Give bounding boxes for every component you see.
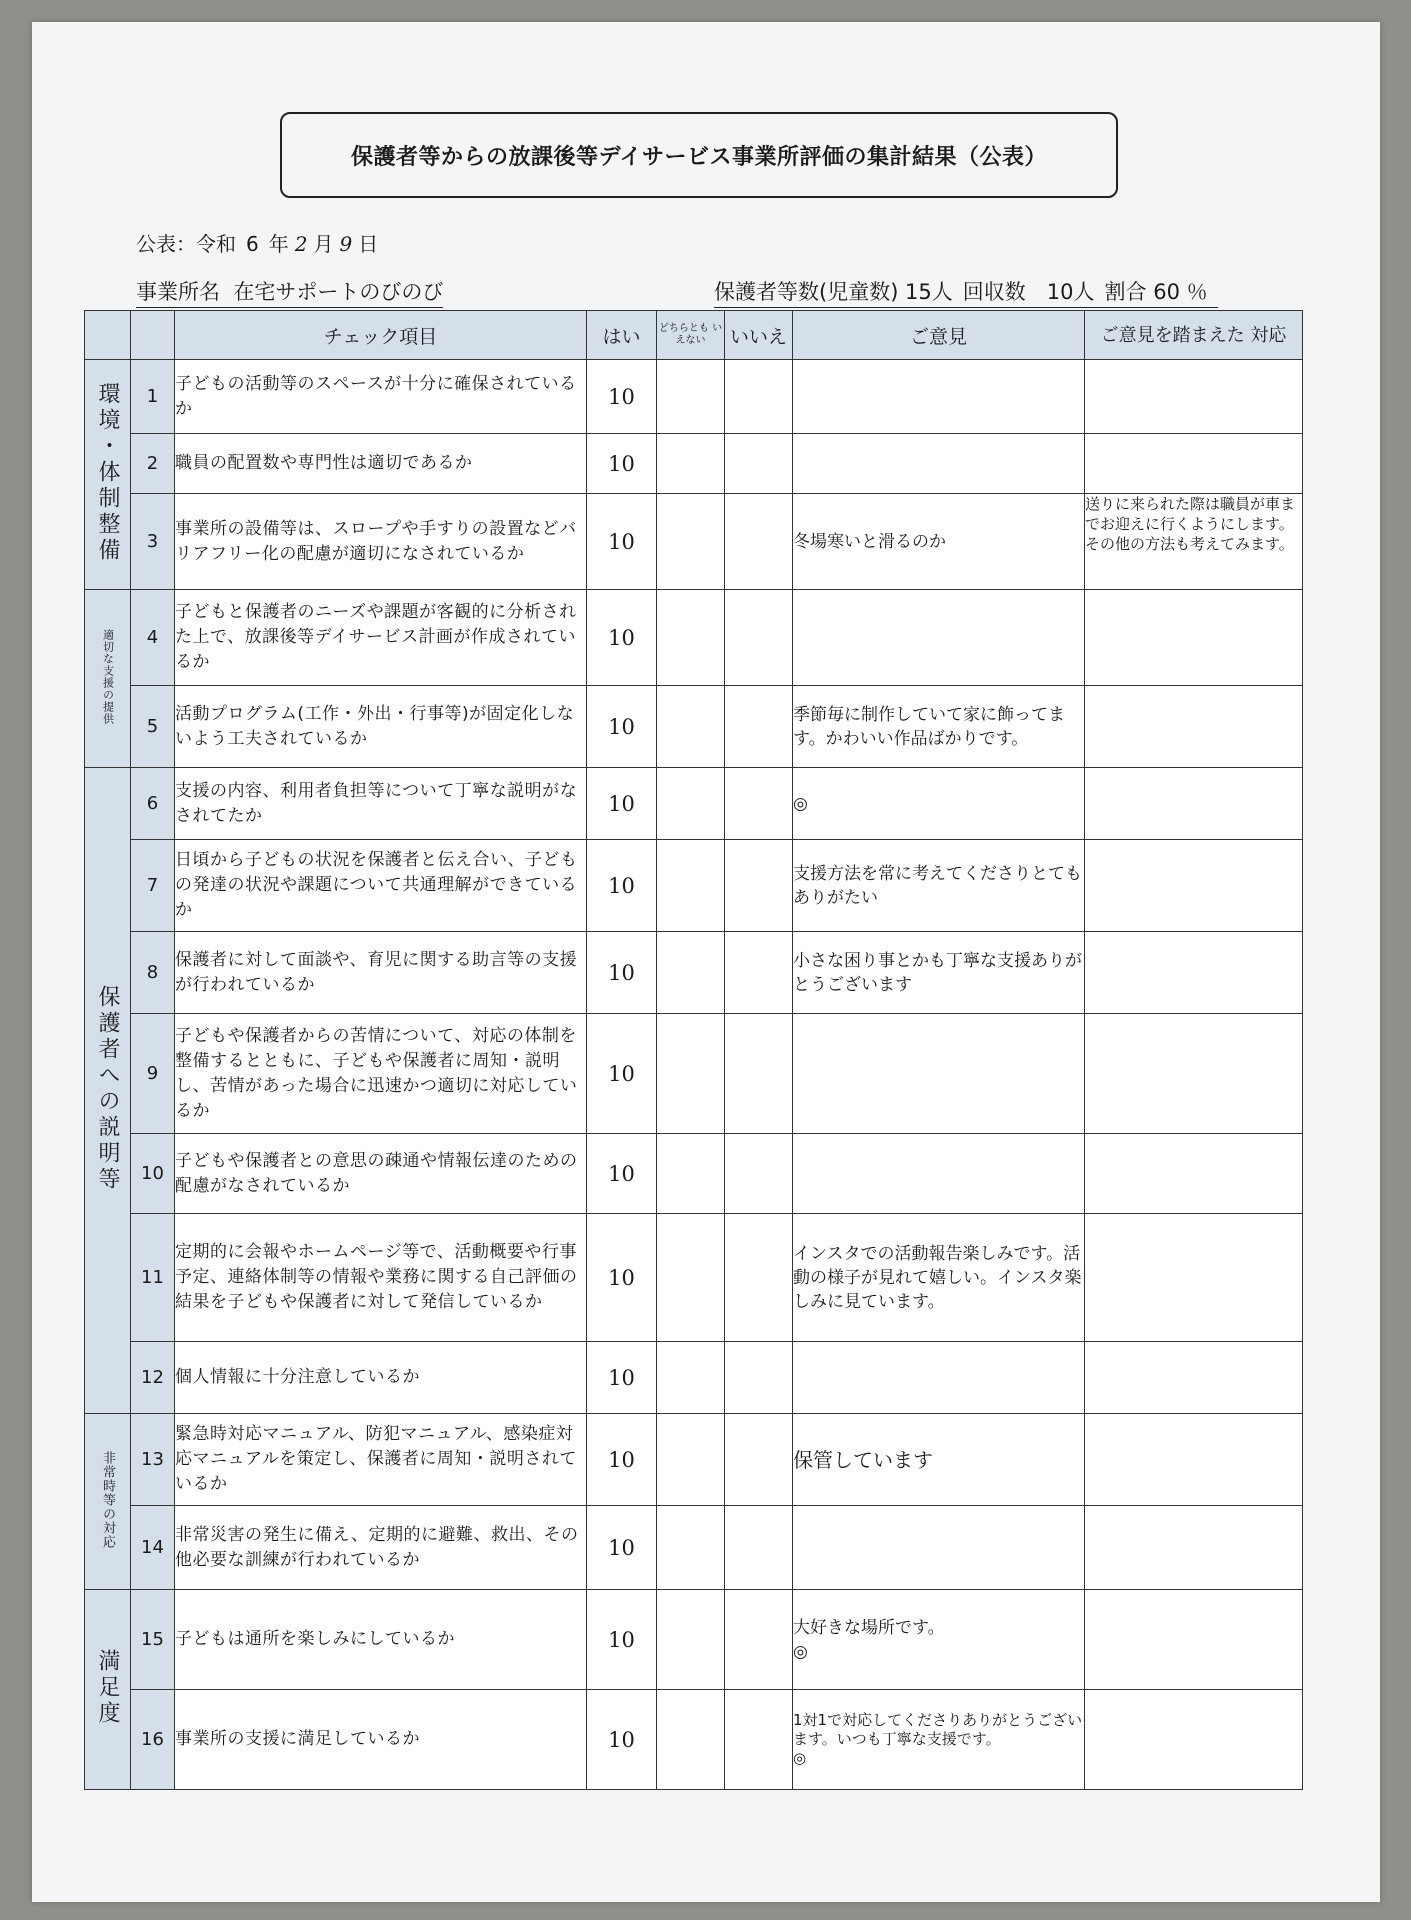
yes-count: 10	[587, 1134, 657, 1214]
check-item: 職員の配置数や専門性は適切であるか	[175, 434, 587, 494]
opinion: 季節毎に制作していて家に飾ってます。かわいい作品ばかりです。	[793, 686, 1085, 768]
opinion	[793, 1014, 1085, 1134]
response-stats	[714, 276, 1218, 308]
row-number: 13	[131, 1414, 175, 1506]
no-count	[725, 768, 793, 840]
publication-date	[136, 228, 378, 257]
table-row	[85, 686, 1303, 768]
response	[1085, 840, 1303, 932]
opinion: 保管しています	[793, 1414, 1085, 1506]
opinion	[793, 1134, 1085, 1214]
evaluation-table	[84, 310, 1303, 1790]
no-count	[725, 1214, 793, 1342]
neutral-count	[657, 1214, 725, 1342]
publication-month-unit: 月	[313, 232, 334, 256]
table-row	[85, 590, 1303, 686]
table-row	[85, 1690, 1303, 1790]
header-item: チェック項目	[175, 311, 587, 360]
neutral-count	[657, 768, 725, 840]
neutral-count	[657, 686, 725, 768]
no-count	[725, 1506, 793, 1590]
neutral-count	[657, 1342, 725, 1414]
table-row	[85, 1590, 1303, 1690]
section-cell	[85, 1414, 131, 1590]
row-number: 1	[131, 360, 175, 434]
neutral-count	[657, 1506, 725, 1590]
row-number: 5	[131, 686, 175, 768]
section-label: 環境・体制整備	[95, 381, 120, 564]
section-cell	[85, 768, 131, 1414]
no-count	[725, 840, 793, 932]
response	[1085, 1414, 1303, 1506]
response	[1085, 1690, 1303, 1790]
neutral-count	[657, 932, 725, 1014]
table-row	[85, 1342, 1303, 1414]
neutral-count	[657, 360, 725, 434]
yes-count: 10	[587, 494, 657, 590]
check-item: 緊急時対応マニュアル、防犯マニュアル、感染症対応マニュアルを策定し、保護者に周知・説明されているか	[175, 1414, 587, 1506]
yes-count: 10	[587, 768, 657, 840]
row-number: 3	[131, 494, 175, 590]
row-number: 12	[131, 1342, 175, 1414]
table-row	[85, 360, 1303, 434]
publication-day-unit: 日	[358, 232, 379, 256]
no-count	[725, 932, 793, 1014]
neutral-count	[657, 434, 725, 494]
section-cell	[85, 1590, 131, 1790]
table-row	[85, 494, 1303, 590]
row-number: 8	[131, 932, 175, 1014]
publication-year: 6	[246, 232, 259, 256]
no-count	[725, 686, 793, 768]
row-number: 15	[131, 1590, 175, 1690]
yes-count: 10	[587, 686, 657, 768]
row-number: 2	[131, 434, 175, 494]
yes-count: 10	[587, 1690, 657, 1790]
header-number	[131, 311, 175, 360]
section-cell	[85, 360, 131, 590]
opinion: 冬場寒いと滑るのか	[793, 494, 1085, 590]
section-label: 非常時等の対応	[100, 1450, 115, 1549]
table-row	[85, 434, 1303, 494]
response	[1085, 1014, 1303, 1134]
response	[1085, 1134, 1303, 1214]
yes-count: 10	[587, 1590, 657, 1690]
yes-count: 10	[587, 1214, 657, 1342]
table-row	[85, 1134, 1303, 1214]
yes-count: 10	[587, 840, 657, 932]
yes-count: 10	[587, 1414, 657, 1506]
check-item: 子どもは通所を楽しみにしているか	[175, 1590, 587, 1690]
check-item: 子どもや保護者からの苦情について、対応の体制を整備するとともに、子どもや保護者に周知・説明し、苦情があった場合に迅速かつ適切に対応しているか	[175, 1014, 587, 1134]
neutral-count	[657, 1690, 725, 1790]
neutral-count	[657, 590, 725, 686]
publication-day: 9	[339, 232, 353, 256]
no-count	[725, 1134, 793, 1214]
table-row	[85, 768, 1303, 840]
yes-count: 10	[587, 1342, 657, 1414]
neutral-count	[657, 1134, 725, 1214]
row-number: 10	[131, 1134, 175, 1214]
yes-count: 10	[587, 1506, 657, 1590]
opinion: 支援方法を常に考えてくださりとてもありがたい	[793, 840, 1085, 932]
neutral-count	[657, 1590, 725, 1690]
opinion	[793, 1342, 1085, 1414]
row-number: 16	[131, 1690, 175, 1790]
response	[1085, 1342, 1303, 1414]
opinion: インスタでの活動報告楽しみです。活動の様子が見れて嬉しい。インスタ楽しみに見ています。	[793, 1214, 1085, 1342]
neutral-count	[657, 1414, 725, 1506]
row-number: 4	[131, 590, 175, 686]
yes-count: 10	[587, 590, 657, 686]
office-label: 事業所名	[136, 280, 220, 304]
response-ratio: 割合 60 ％	[1104, 280, 1208, 304]
row-number: 11	[131, 1214, 175, 1342]
check-item: 保護者に対して面談や、育児に関する助言等の支援が行われているか	[175, 932, 587, 1014]
row-number: 6	[131, 768, 175, 840]
check-item: 支援の内容、利用者負担等について丁寧な説明がなされてたか	[175, 768, 587, 840]
check-item: 子どもと保護者のニーズや課題が客観的に分析された上で、放課後等デイサービス計画が作成されているか	[175, 590, 587, 686]
check-item: 日頃から子どもの状況を保護者と伝え合い、子どもの発達の状況や課題について共通理解ができているか	[175, 840, 587, 932]
header-response: ご意見を踏まえた 対応	[1085, 311, 1303, 360]
office-name	[136, 276, 443, 308]
header-opinion: ご意見	[793, 311, 1085, 360]
publication-month: 2	[294, 232, 308, 256]
no-count	[725, 1590, 793, 1690]
row-number: 9	[131, 1014, 175, 1134]
yes-count: 10	[587, 360, 657, 434]
check-item: 個人情報に十分注意しているか	[175, 1342, 587, 1414]
response	[1085, 1214, 1303, 1342]
response	[1085, 590, 1303, 686]
response	[1085, 1590, 1303, 1690]
check-item: 事業所の支援に満足しているか	[175, 1690, 587, 1790]
check-item: 非常災害の発生に備え、定期的に避難、救出、その他必要な訓練が行われているか	[175, 1506, 587, 1590]
section-label: 保護者への説明等	[95, 984, 120, 1193]
response-count: 回収数 10人	[962, 280, 1095, 304]
table-row	[85, 932, 1303, 1014]
no-count	[725, 360, 793, 434]
section-cell	[85, 590, 131, 768]
publication-label: 公表：令和	[136, 232, 236, 256]
neutral-count	[657, 840, 725, 932]
opinion	[793, 434, 1085, 494]
check-item: 定期的に会報やホームページ等で、活動概要や行事予定、連絡体制等の情報や業務に関する自己評価の結果を子どもや保護者に対して発信しているか	[175, 1214, 587, 1342]
table-row	[85, 1214, 1303, 1342]
header-yes: はい	[587, 311, 657, 360]
neutral-count	[657, 494, 725, 590]
header-section	[85, 311, 131, 360]
yes-count: 10	[587, 932, 657, 1014]
office-value: 在宅サポートのびのび	[233, 280, 444, 304]
guardian-count: 保護者等数(児童数) 15人	[714, 280, 953, 304]
opinion: ◎	[793, 768, 1085, 840]
no-count	[725, 1342, 793, 1414]
response	[1085, 434, 1303, 494]
document-title: 保護者等からの放課後等デイサービス事業所評価の集計結果（公表）	[280, 112, 1118, 198]
section-label: 適切な支援の提供	[101, 628, 115, 725]
publication-year-unit: 年	[268, 232, 289, 256]
no-count	[725, 434, 793, 494]
yes-count: 10	[587, 434, 657, 494]
opinion	[793, 1506, 1085, 1590]
check-item: 事業所の設備等は、スロープや手すりの設置などバリアフリー化の配慮が適切になされているか	[175, 494, 587, 590]
table-row	[85, 1506, 1303, 1590]
response: 送りに来られた際は職員が車までお迎えに行くようにします。その他の方法も考えてみます。	[1085, 494, 1303, 590]
document-page	[32, 22, 1380, 1902]
no-count	[725, 494, 793, 590]
opinion	[793, 360, 1085, 434]
row-number: 7	[131, 840, 175, 932]
no-count	[725, 590, 793, 686]
check-item: 子どもや保護者との意思の疎通や情報伝達のための配慮がなされているか	[175, 1134, 587, 1214]
response	[1085, 686, 1303, 768]
no-count	[725, 1690, 793, 1790]
check-item: 子どもの活動等のスペースが十分に確保されているか	[175, 360, 587, 434]
response	[1085, 1506, 1303, 1590]
yes-count: 10	[587, 1014, 657, 1134]
opinion: 小さな困り事とかも丁寧な支援ありがとうございます	[793, 932, 1085, 1014]
table-row	[85, 1014, 1303, 1134]
table-header-row	[85, 311, 1303, 360]
opinion: 1対1で対応してくださりありがとうございます。いつも丁寧な支援です。 ◎	[793, 1690, 1085, 1790]
response	[1085, 768, 1303, 840]
no-count	[725, 1414, 793, 1506]
header-no: いいえ	[725, 311, 793, 360]
check-item: 活動プログラム(工作・外出・行事等)が固定化しないよう工夫されているか	[175, 686, 587, 768]
section-label: 満足度	[95, 1648, 120, 1727]
opinion: 大好きな場所です。 ◎	[793, 1590, 1085, 1690]
response	[1085, 360, 1303, 434]
opinion	[793, 590, 1085, 686]
response	[1085, 932, 1303, 1014]
row-number: 14	[131, 1506, 175, 1590]
table-row	[85, 840, 1303, 932]
table-row	[85, 1414, 1303, 1506]
neutral-count	[657, 1014, 725, 1134]
no-count	[725, 1014, 793, 1134]
header-neutral: どちらとも いえない	[657, 311, 725, 360]
